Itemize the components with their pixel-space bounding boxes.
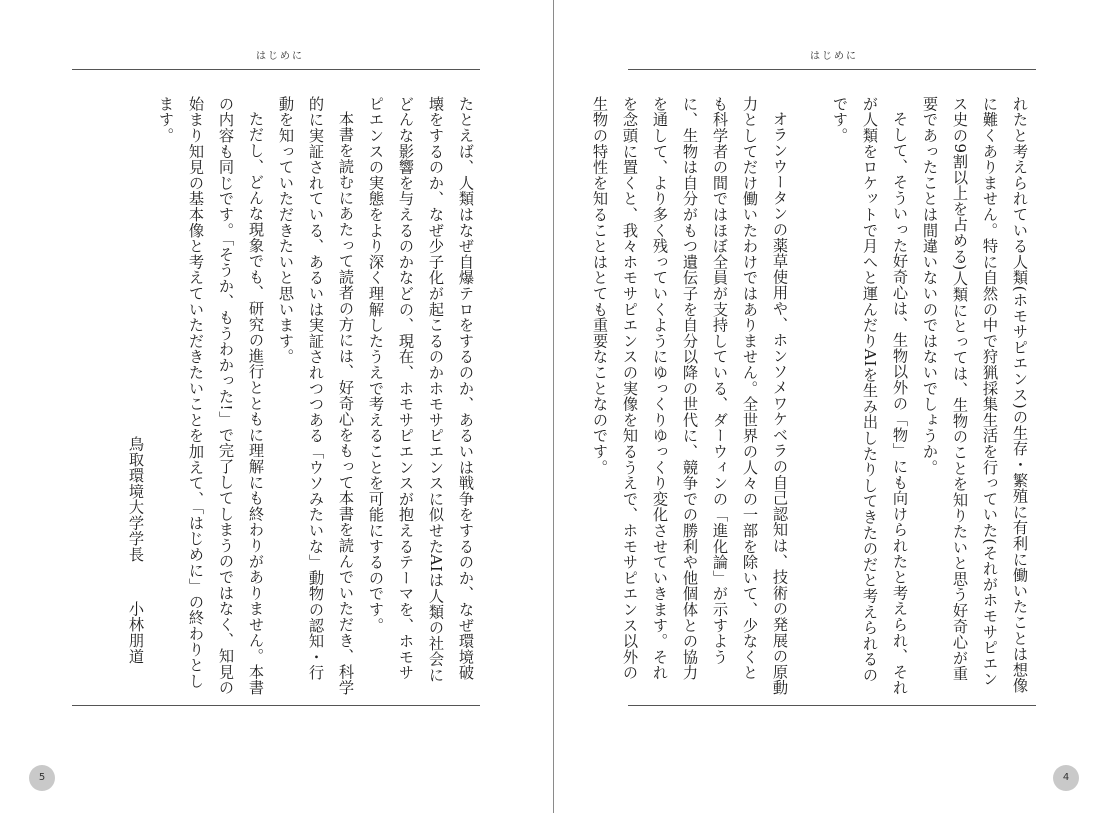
- paragraph: そして、そういった好奇心は、生物以外の「物」にも向けられたと考えられ、それが人類をロケットで月へと運んだりAIを生み出したりしてきたのだと考えられるのです。: [831, 96, 909, 696]
- footer-rule: [628, 705, 1036, 706]
- signature-name: 小林朋道: [127, 601, 145, 665]
- paragraph: たとえば、人類はなぜ自爆テロをするのか、あるいは戦争をするのか、なぜ環境破壊をするのか、なぜ少子化が起こるのかホモサピエンスに似せたAIは人類の社会にどんな影響を与えるのかなどの、現在、ホモサピエンスが抱えるテーマを、ホモサピエンスの実態をより深く理解したうえで考えることを可能にするのです。: [367, 96, 475, 683]
- signature: [121, 96, 151, 696]
- left-page: [0, 0, 553, 813]
- right-page: [554, 0, 1107, 813]
- left-page-body: [125, 96, 481, 696]
- page-number: 4: [1053, 765, 1079, 791]
- signature-title: 鳥取環境大学学長: [127, 436, 145, 563]
- paragraph: 本書を読むにあたって読者の方には、好奇心をもって本書を読んでいただき、科学的に実証されている、あるいは実証されつつある「ウソみたいな」動物の認知・行動を知っていただきたいと思います。: [277, 96, 355, 696]
- running-head: はじめに: [256, 51, 304, 62]
- paragraph: オランウータンの薬草使用や、ホンソメワケベラの自己認知は、技術の発展の原動力としてだけ働いたわけではありません。全世界の人々の一部を除いて、少なくとも科学者の間ではほぼ全員が支持している、ダーウィンの「進化論」が示すように、生物は自分がもつ遺伝子を自分以降の世代に、競争での勝利や他個体との協力を通して、より多く残っていくようにゆっくりゆっくり変化させていきます。それを念頭に置くと、我々ホモサピエンスの実像を知るうえで、ホモサピエンス以外の生物の特性を知ることはとても重要なことなのです。: [591, 96, 789, 696]
- paragraph: ただし、どんな現象でも、研究の進行とともに理解にも終わりがありません。本書の内容も同じです。「そうか、もうわかった!」で完了してしまうのではなく、知見の始まり知見の基本像と考えていただきたいことを加えて、「はじめに」の終わりとします。: [157, 96, 265, 696]
- header-rule: [628, 69, 1036, 70]
- paragraph: れたと考えられている人類(ホモサピエンス)の生存・繁殖に有利に働いたことは想像に難くありません。特に自然の中で狩猟採集生活を行っていた(それがホモサピエンス史の9割以上を占める)人類にとっては、生物のことを知りたいと思う好奇心が重要であったことは間違いないのではないでしょうか。: [921, 96, 1029, 694]
- header-rule: [72, 69, 480, 70]
- footer-rule: [72, 705, 480, 706]
- page-number: 5: [29, 765, 55, 791]
- right-page-body: [591, 96, 1035, 696]
- running-head: はじめに: [810, 51, 858, 62]
